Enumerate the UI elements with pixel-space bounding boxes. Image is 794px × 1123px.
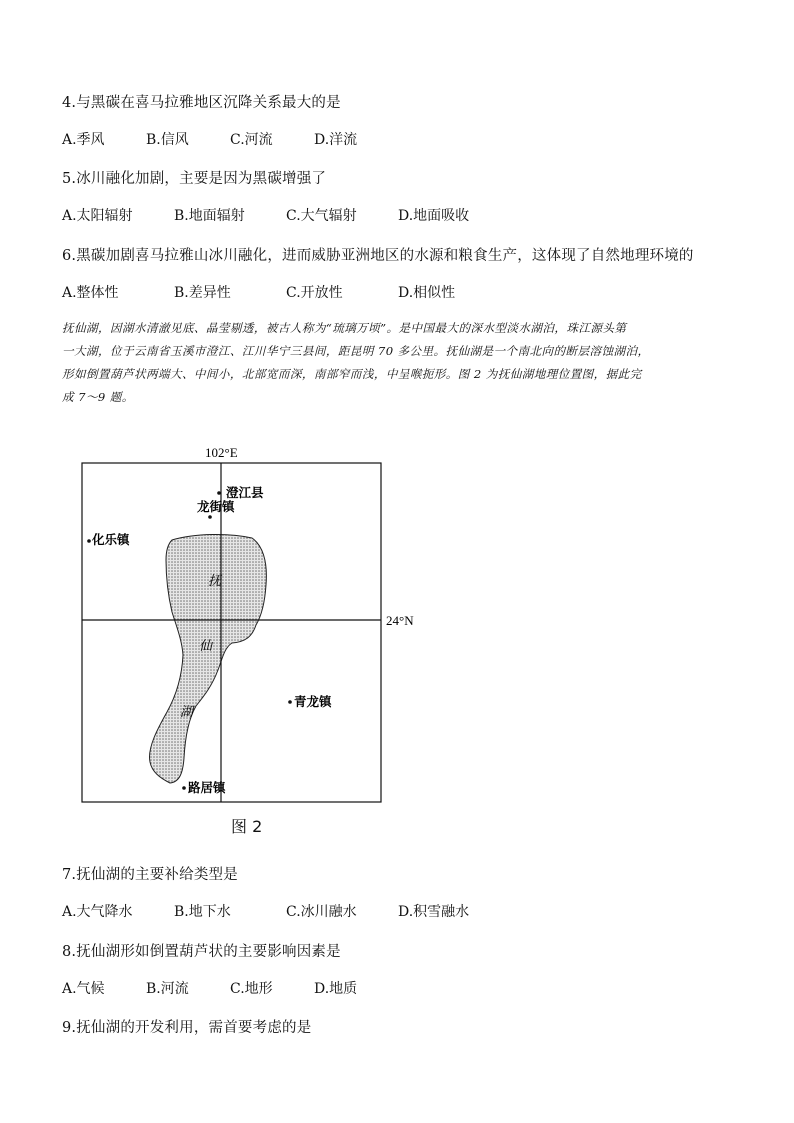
town-label-chengjiang: 澄江县 [226,485,264,500]
lake-char-3: 湖 [180,705,194,720]
q6-option-b: B.差异性 [174,285,231,301]
latitude-label: 24°N [386,613,414,628]
q7-option-d: D.积雪融水 [398,904,470,920]
question-8-options [62,978,762,998]
q7-option-c: C.冰川融水 [286,904,357,920]
q5-option-b: B.地面辐射 [174,208,245,224]
longitude-label: 102°E [205,445,238,460]
question-9-stem: 9.抚仙湖的开发利用，需首要考虑的是 [62,1020,312,1036]
passage-line: 一大湖，位于云南省玉溪市澄江、江川华宁三县间，距昆明 70 多公里。抚仙湖是一个南北向的断层溶蚀湖泊， [62,344,650,358]
town-label-qinglong: 青龙镇 [294,694,332,709]
town-label-luju: 路居镇 [188,780,226,795]
q5-option-d: D.地面吸收 [398,208,470,224]
question-5-stem: 5.冰川融化加剧，主要是因为黑碳增强了 [62,171,327,187]
question-6-stem: 6.黑碳加剧喜马拉雅山冰川融化，进而威胁亚洲地区的水源和粮食生产，这体现了自然地理环境的 [62,248,694,264]
q6-option-c: C.开放性 [286,285,343,301]
q4-option-d: D.洋流 [314,132,358,148]
q8-option-a: A.气候 [62,981,105,997]
q8-option-b: B.河流 [146,981,189,997]
q5-option-c: C.大气辐射 [286,208,357,224]
q8-option-d: D.地质 [314,981,358,997]
q6-option-a: A.整体性 [62,285,119,301]
q4-option-a: A.季风 [62,132,105,148]
figure-caption: 图 2 [231,817,263,836]
town-dot-huale [87,539,91,543]
lake-char-2: 仙 [199,639,213,654]
question-4-stem: 4.与黑碳在喜马拉雅地区沉降关系最大的是 [62,95,341,111]
q5-option-a: A.太阳辐射 [62,208,133,224]
passage-line: 成 7～9 题。 [62,390,134,404]
town-dot-chengjiang [217,491,221,495]
lake-shape [149,534,266,783]
passage-line: 形如倒置葫芦状两端大、中间小，北部宽而深，南部窄而浅，中呈喉扼形。图 2 为抚仙湖地理位置图，据此完 [62,367,642,381]
q6-option-d: D.相似性 [398,285,456,301]
q4-option-b: B.信风 [146,132,189,148]
town-label-longjie: 龙街镇 [197,499,235,514]
lake-char-1: 抚 [208,574,222,589]
q4-option-c: C.河流 [230,132,273,148]
town-label-huale: 化乐镇 [92,532,130,547]
town-dot-qinglong [288,700,292,704]
town-dot-luju [182,786,186,790]
question-8-stem: 8.抚仙湖形如倒置葫芦状的主要影响因素是 [62,944,341,960]
town-dot-longjie [208,515,212,519]
q7-option-b: B.地下水 [174,904,231,920]
passage-line: 抚仙湖，因湖水清澈见底、晶莹剔透，被古人称为“琉璃万顷”。是中国最大的深水型淡水湖泊，珠江源头第 [62,321,627,335]
question-7-options [62,901,762,921]
q8-option-c: C.地形 [230,981,273,997]
question-7-stem: 7.抚仙湖的主要补给类型是 [62,867,238,883]
q7-option-a: A.大气降水 [62,904,133,920]
